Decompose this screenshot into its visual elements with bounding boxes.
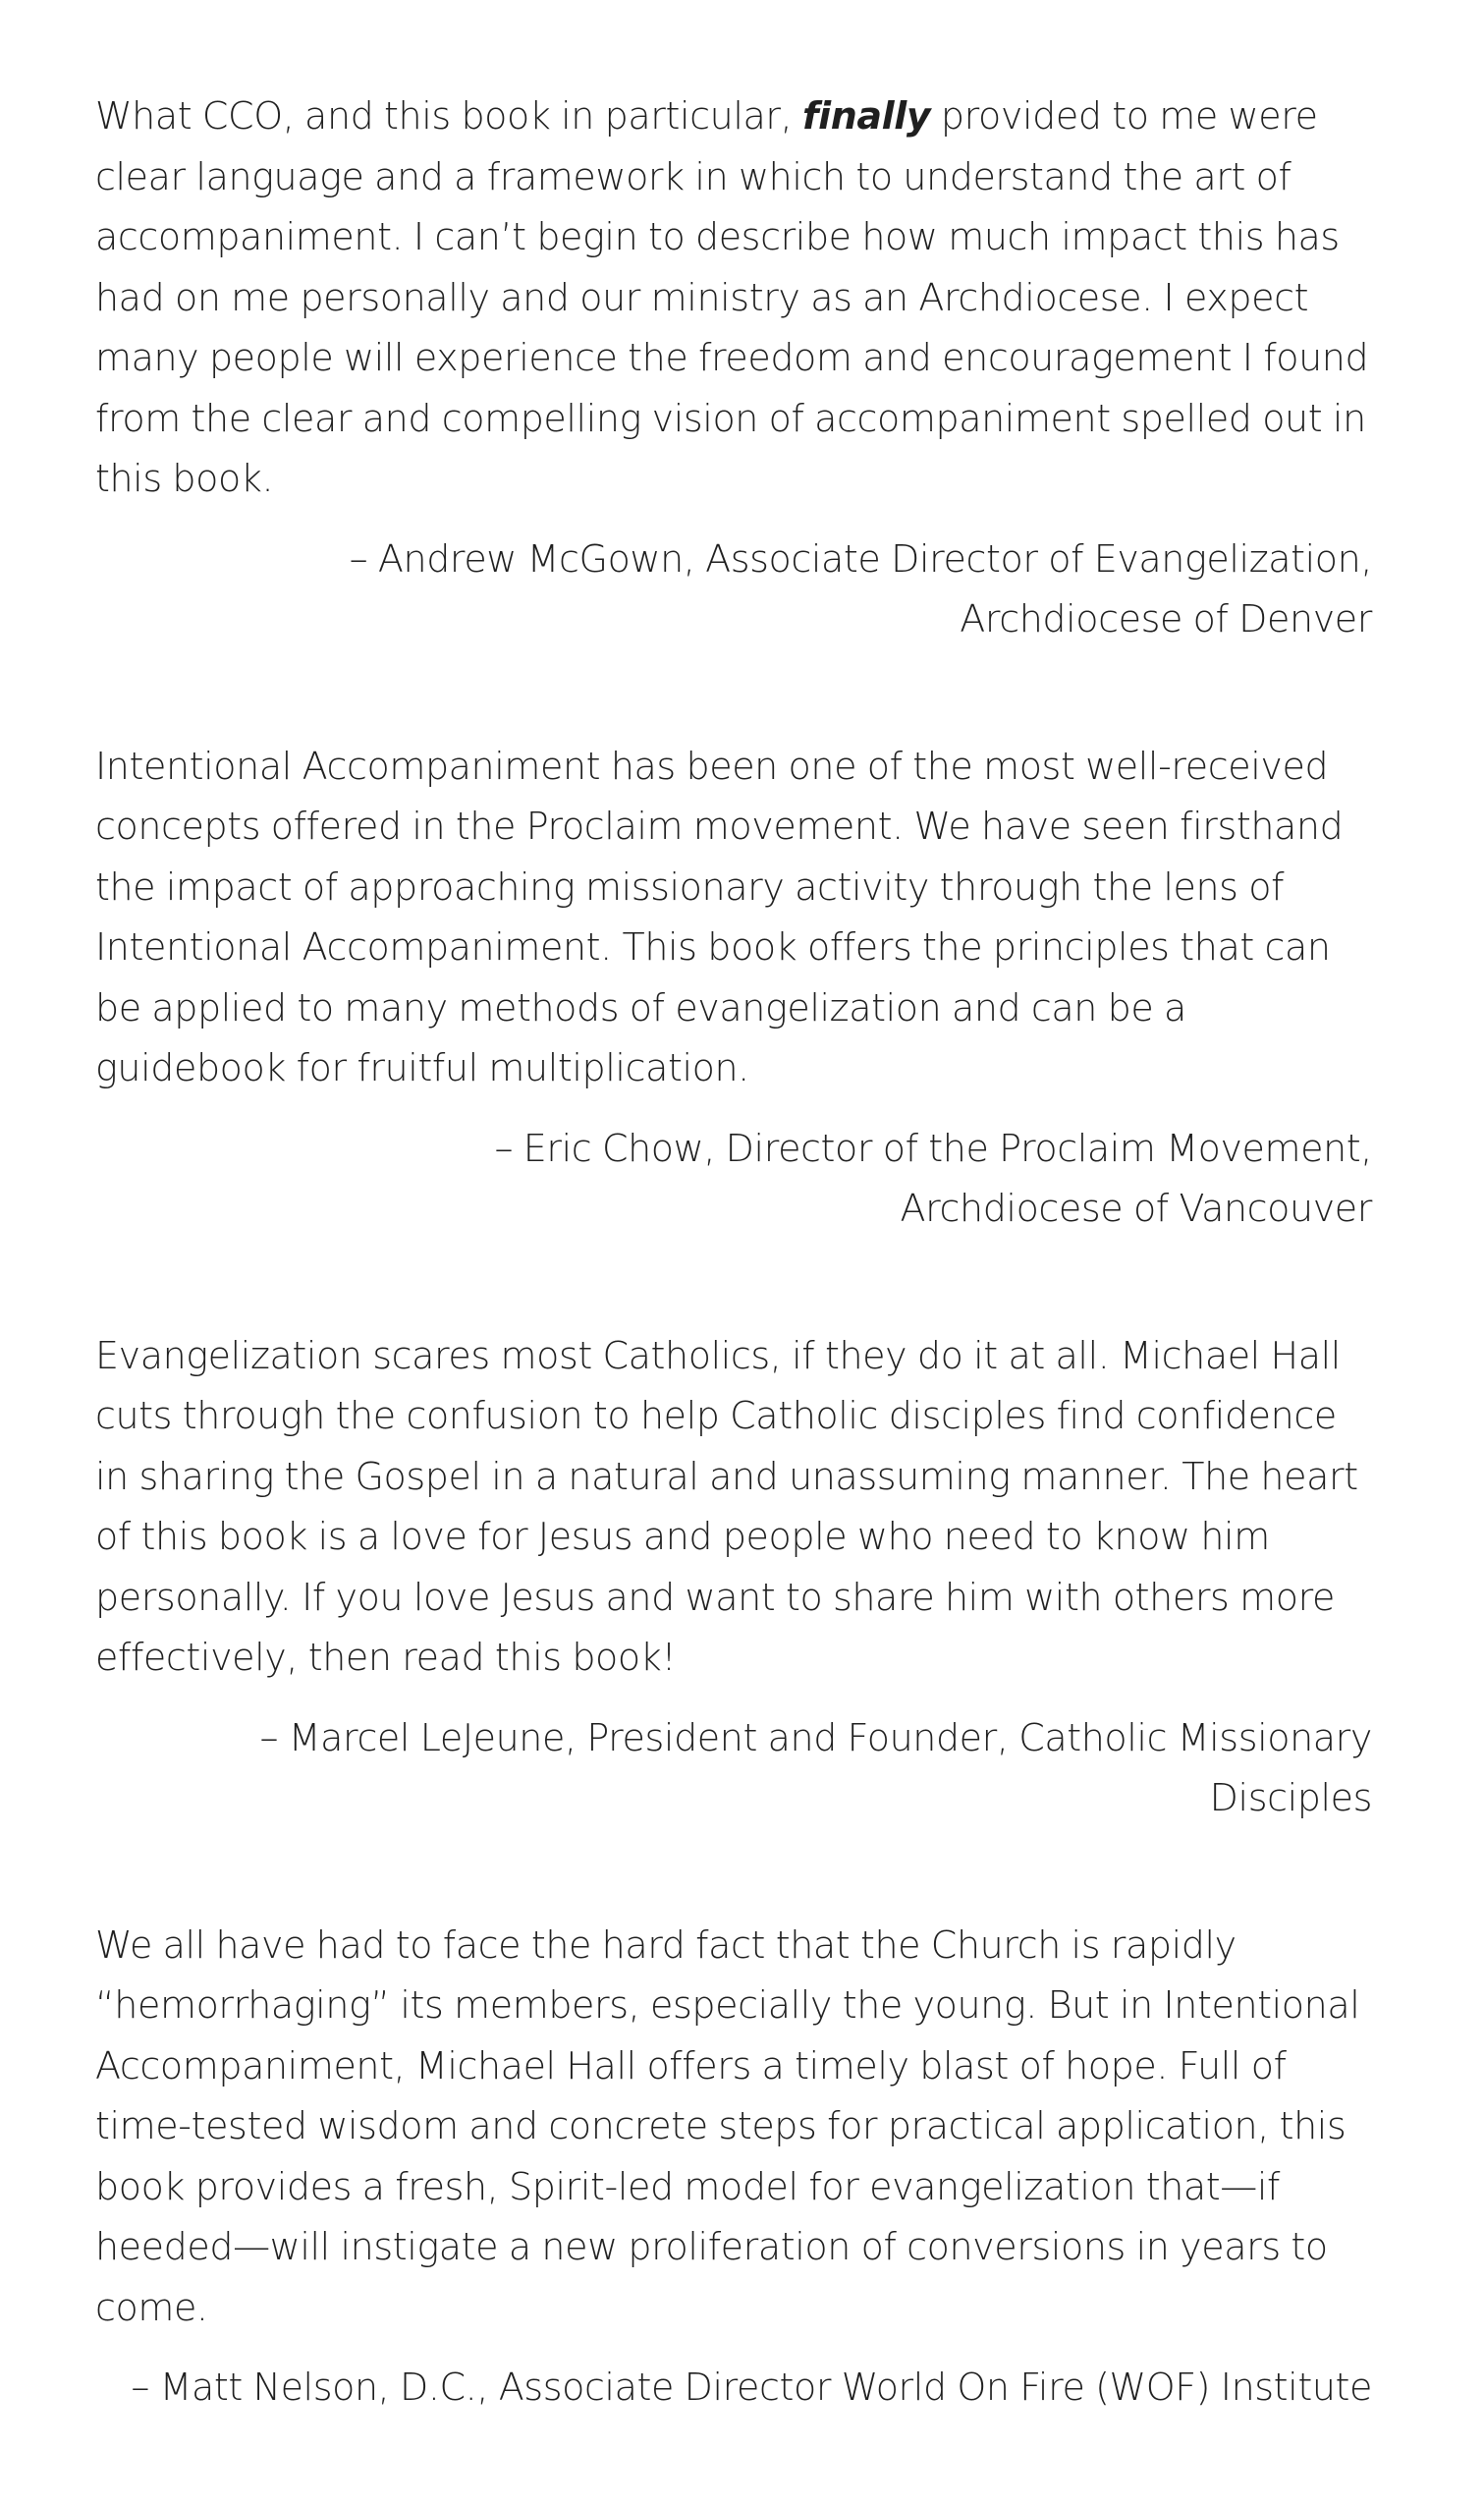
endorsement-quote: Intentional Accompaniment has been one of the most well-received concepts offered in the Proclaim movement. We have seen firsthand the impact of approaching missionary activity through the lens of Intentional Accompaniment. This book offers the principles that can be applied to many methods of evangelization and can be a guidebook for fruitful multiplication. (95, 744, 1344, 1089)
endorsement-attribution (95, 2358, 1372, 2419)
endorsement-attribution (95, 529, 1372, 650)
attribution-organization: Archdiocese of Vancouver (900, 1187, 1372, 1230)
attribution-organization: Archdiocese of Denver (960, 597, 1372, 640)
quote-emphasis: finally (801, 94, 931, 138)
endorsement-mcgown (95, 86, 1372, 650)
endorsement-chow (95, 737, 1372, 1240)
endorsement-quote: We all have had to face the hard fact that the Church is rapidly “hemorrhaging” its members, especially the young. But in Intentional Accompaniment, Michael Hall offers a timely blast of hope. Full of time-tested wisdom and concrete steps for practical application, this book provides a fresh, Spirit-led model for evangelization that—if heeded—will instigate a new proliferation of conversions in years to come. (95, 1922, 1360, 2329)
quote-text: What CCO, and this book in particular, (95, 94, 802, 138)
attribution-name-title: – Eric Chow, Director of the Proclaim Movement, (494, 1126, 1372, 1170)
attribution-name-title: – Marcel LeJeune, President and Founder, Catholic Missionary Disciples (259, 1715, 1372, 1819)
endorsement-attribution (95, 1708, 1372, 1829)
attribution-name-title: – Matt Nelson, D.C., Associate Director World On Fire (WOF) Institute (131, 2366, 1372, 2409)
endorsements-page (95, 86, 1372, 2505)
attribution-name-title: – Andrew McGown, Associate Director of Evangelization, (349, 536, 1372, 581)
endorsement-quote (95, 86, 1372, 510)
endorsement-lejeune (95, 1326, 1372, 1829)
quote-text: provided to me were clear language and a framework in which to understand the art of accompaniment. I can’t begin to describe how much impact this has had on me personally and our ministry as an Archdiocese. I expect many people will experience the freedom and encouragement I found from the clear and compelling vision of accompaniment spelled out in this book. (95, 94, 1369, 500)
endorsement-nelson (95, 1916, 1372, 2419)
endorsement-quote: Evangelization scares most Catholics, if they do it at all. Michael Hall cuts through the confusion to help Catholic disciples find confidence in sharing the Gospel in a natural and unassuming manner. The heart of this book is a love for Jesus and people who need to know him personally. If you love Jesus and want to share him with others more effectively, then read this book! (95, 1333, 1358, 1679)
endorsement-attribution (95, 1119, 1372, 1240)
